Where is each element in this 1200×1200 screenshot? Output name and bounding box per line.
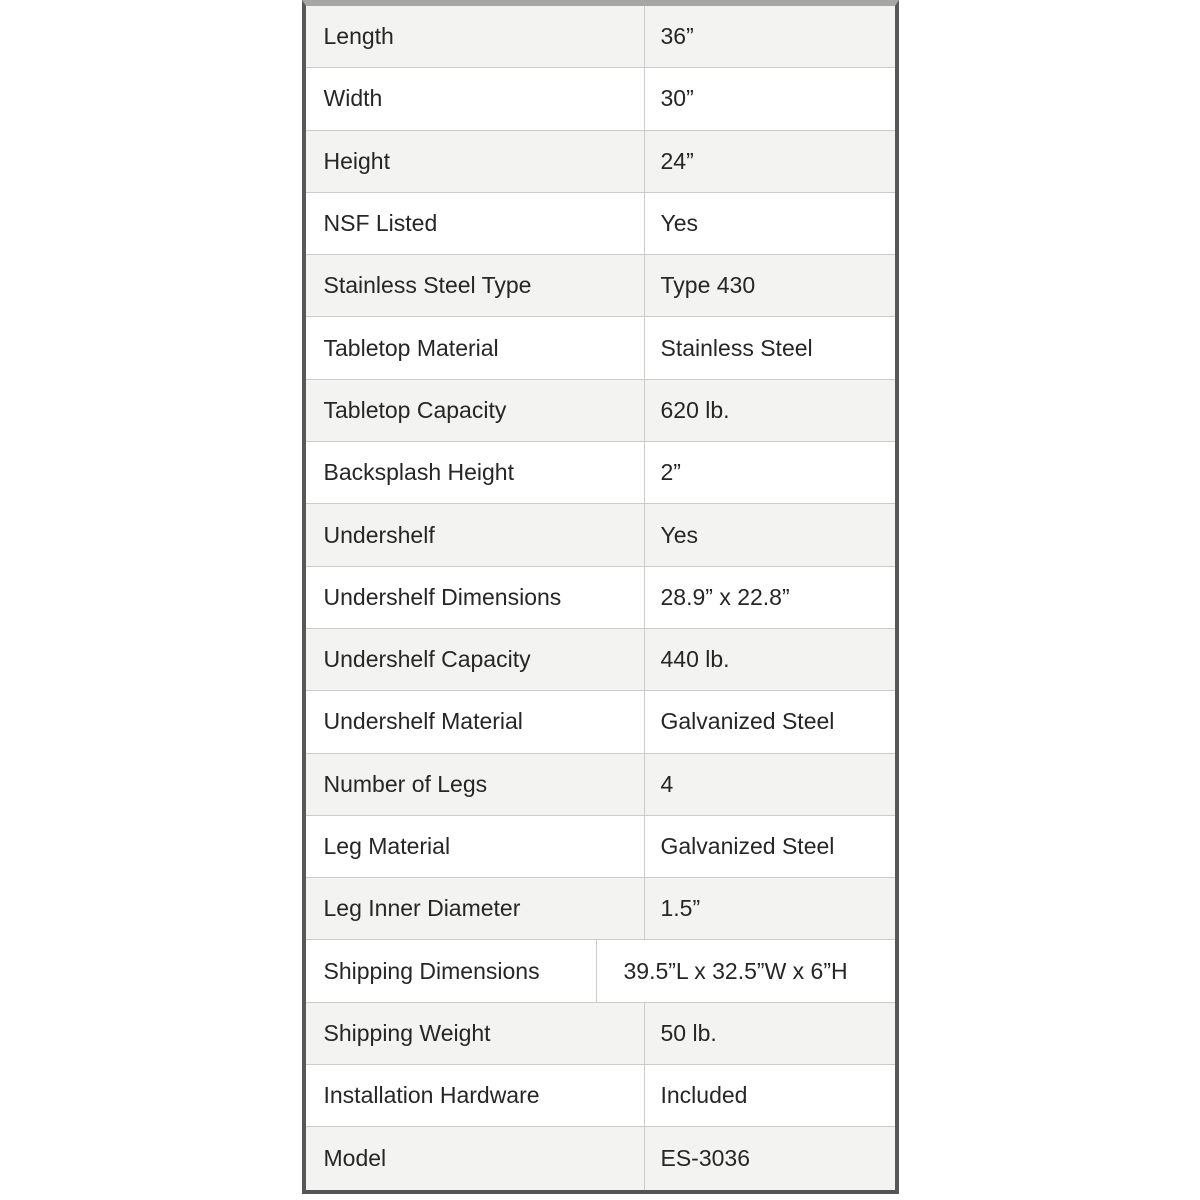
spec-label: Installation Hardware bbox=[306, 1065, 645, 1126]
spec-value: Type 430 bbox=[660, 272, 756, 299]
spec-value: 30” bbox=[660, 85, 694, 112]
spec-label: Leg Inner Diameter bbox=[306, 878, 645, 939]
spec-label: Shipping Weight bbox=[306, 1003, 645, 1064]
spec-value: 2” bbox=[660, 459, 681, 486]
spec-label: Length bbox=[306, 6, 645, 67]
spec-label: Undershelf Material bbox=[306, 691, 645, 752]
spec-value: 620 lb. bbox=[660, 396, 730, 423]
table-row bbox=[306, 1127, 895, 1189]
spec-value: 24” bbox=[660, 147, 694, 174]
spec-label: Undershelf Dimensions bbox=[306, 567, 645, 628]
table-row bbox=[306, 1065, 895, 1127]
table-row bbox=[306, 255, 895, 317]
table-row bbox=[306, 878, 895, 940]
table-row bbox=[306, 1003, 895, 1065]
spec-label: Height bbox=[306, 131, 645, 192]
table-row bbox=[306, 691, 895, 753]
spec-value: 28.9” x 22.8” bbox=[660, 583, 790, 610]
spec-value: Yes bbox=[660, 210, 699, 237]
spec-label: NSF Listed bbox=[306, 193, 645, 254]
spec-value: 1.5” bbox=[660, 895, 701, 922]
table-row bbox=[306, 6, 895, 68]
table-row bbox=[306, 68, 895, 130]
spec-value: 440 lb. bbox=[660, 646, 730, 673]
spec-value: Stainless Steel bbox=[660, 334, 813, 361]
spec-label: Stainless Steel Type bbox=[306, 255, 645, 316]
spec-value: Included bbox=[660, 1082, 748, 1109]
table-row bbox=[306, 629, 895, 691]
spec-label: Tabletop Capacity bbox=[306, 380, 645, 441]
spec-table bbox=[302, 0, 899, 1194]
spec-value: 39.5”L x 32.5”W x 6”H bbox=[623, 957, 848, 984]
spec-value: Galvanized Steel bbox=[660, 833, 835, 859]
spec-value: ES-3036 bbox=[660, 1144, 751, 1171]
spec-label: Backsplash Height bbox=[306, 442, 645, 503]
spec-value: 4 bbox=[660, 770, 674, 797]
spec-value: Yes bbox=[660, 521, 699, 548]
table-row bbox=[306, 816, 895, 878]
table-row bbox=[306, 442, 895, 504]
table-row bbox=[306, 131, 895, 193]
table-row bbox=[306, 380, 895, 442]
spec-label: Model bbox=[306, 1127, 645, 1189]
spec-label: Number of Legs bbox=[306, 754, 645, 815]
spec-value: 50 lb. bbox=[660, 1019, 717, 1046]
spec-label: Shipping Dimensions bbox=[306, 940, 597, 1001]
spec-label: Width bbox=[306, 68, 645, 129]
spec-label: Undershelf bbox=[306, 504, 645, 565]
table-row bbox=[306, 193, 895, 255]
table-row bbox=[306, 754, 895, 816]
spec-value: Galvanized Steel bbox=[660, 708, 835, 735]
table-row bbox=[306, 940, 895, 1002]
spec-value: 36” bbox=[660, 23, 694, 50]
spec-label: Undershelf Capacity bbox=[306, 629, 645, 690]
spec-label: Leg Material bbox=[306, 816, 645, 877]
spec-label: Tabletop Material bbox=[306, 317, 645, 378]
table-row bbox=[306, 567, 895, 629]
table-row bbox=[306, 317, 895, 379]
spec-table-rows bbox=[306, 6, 895, 1190]
table-row bbox=[306, 504, 895, 566]
